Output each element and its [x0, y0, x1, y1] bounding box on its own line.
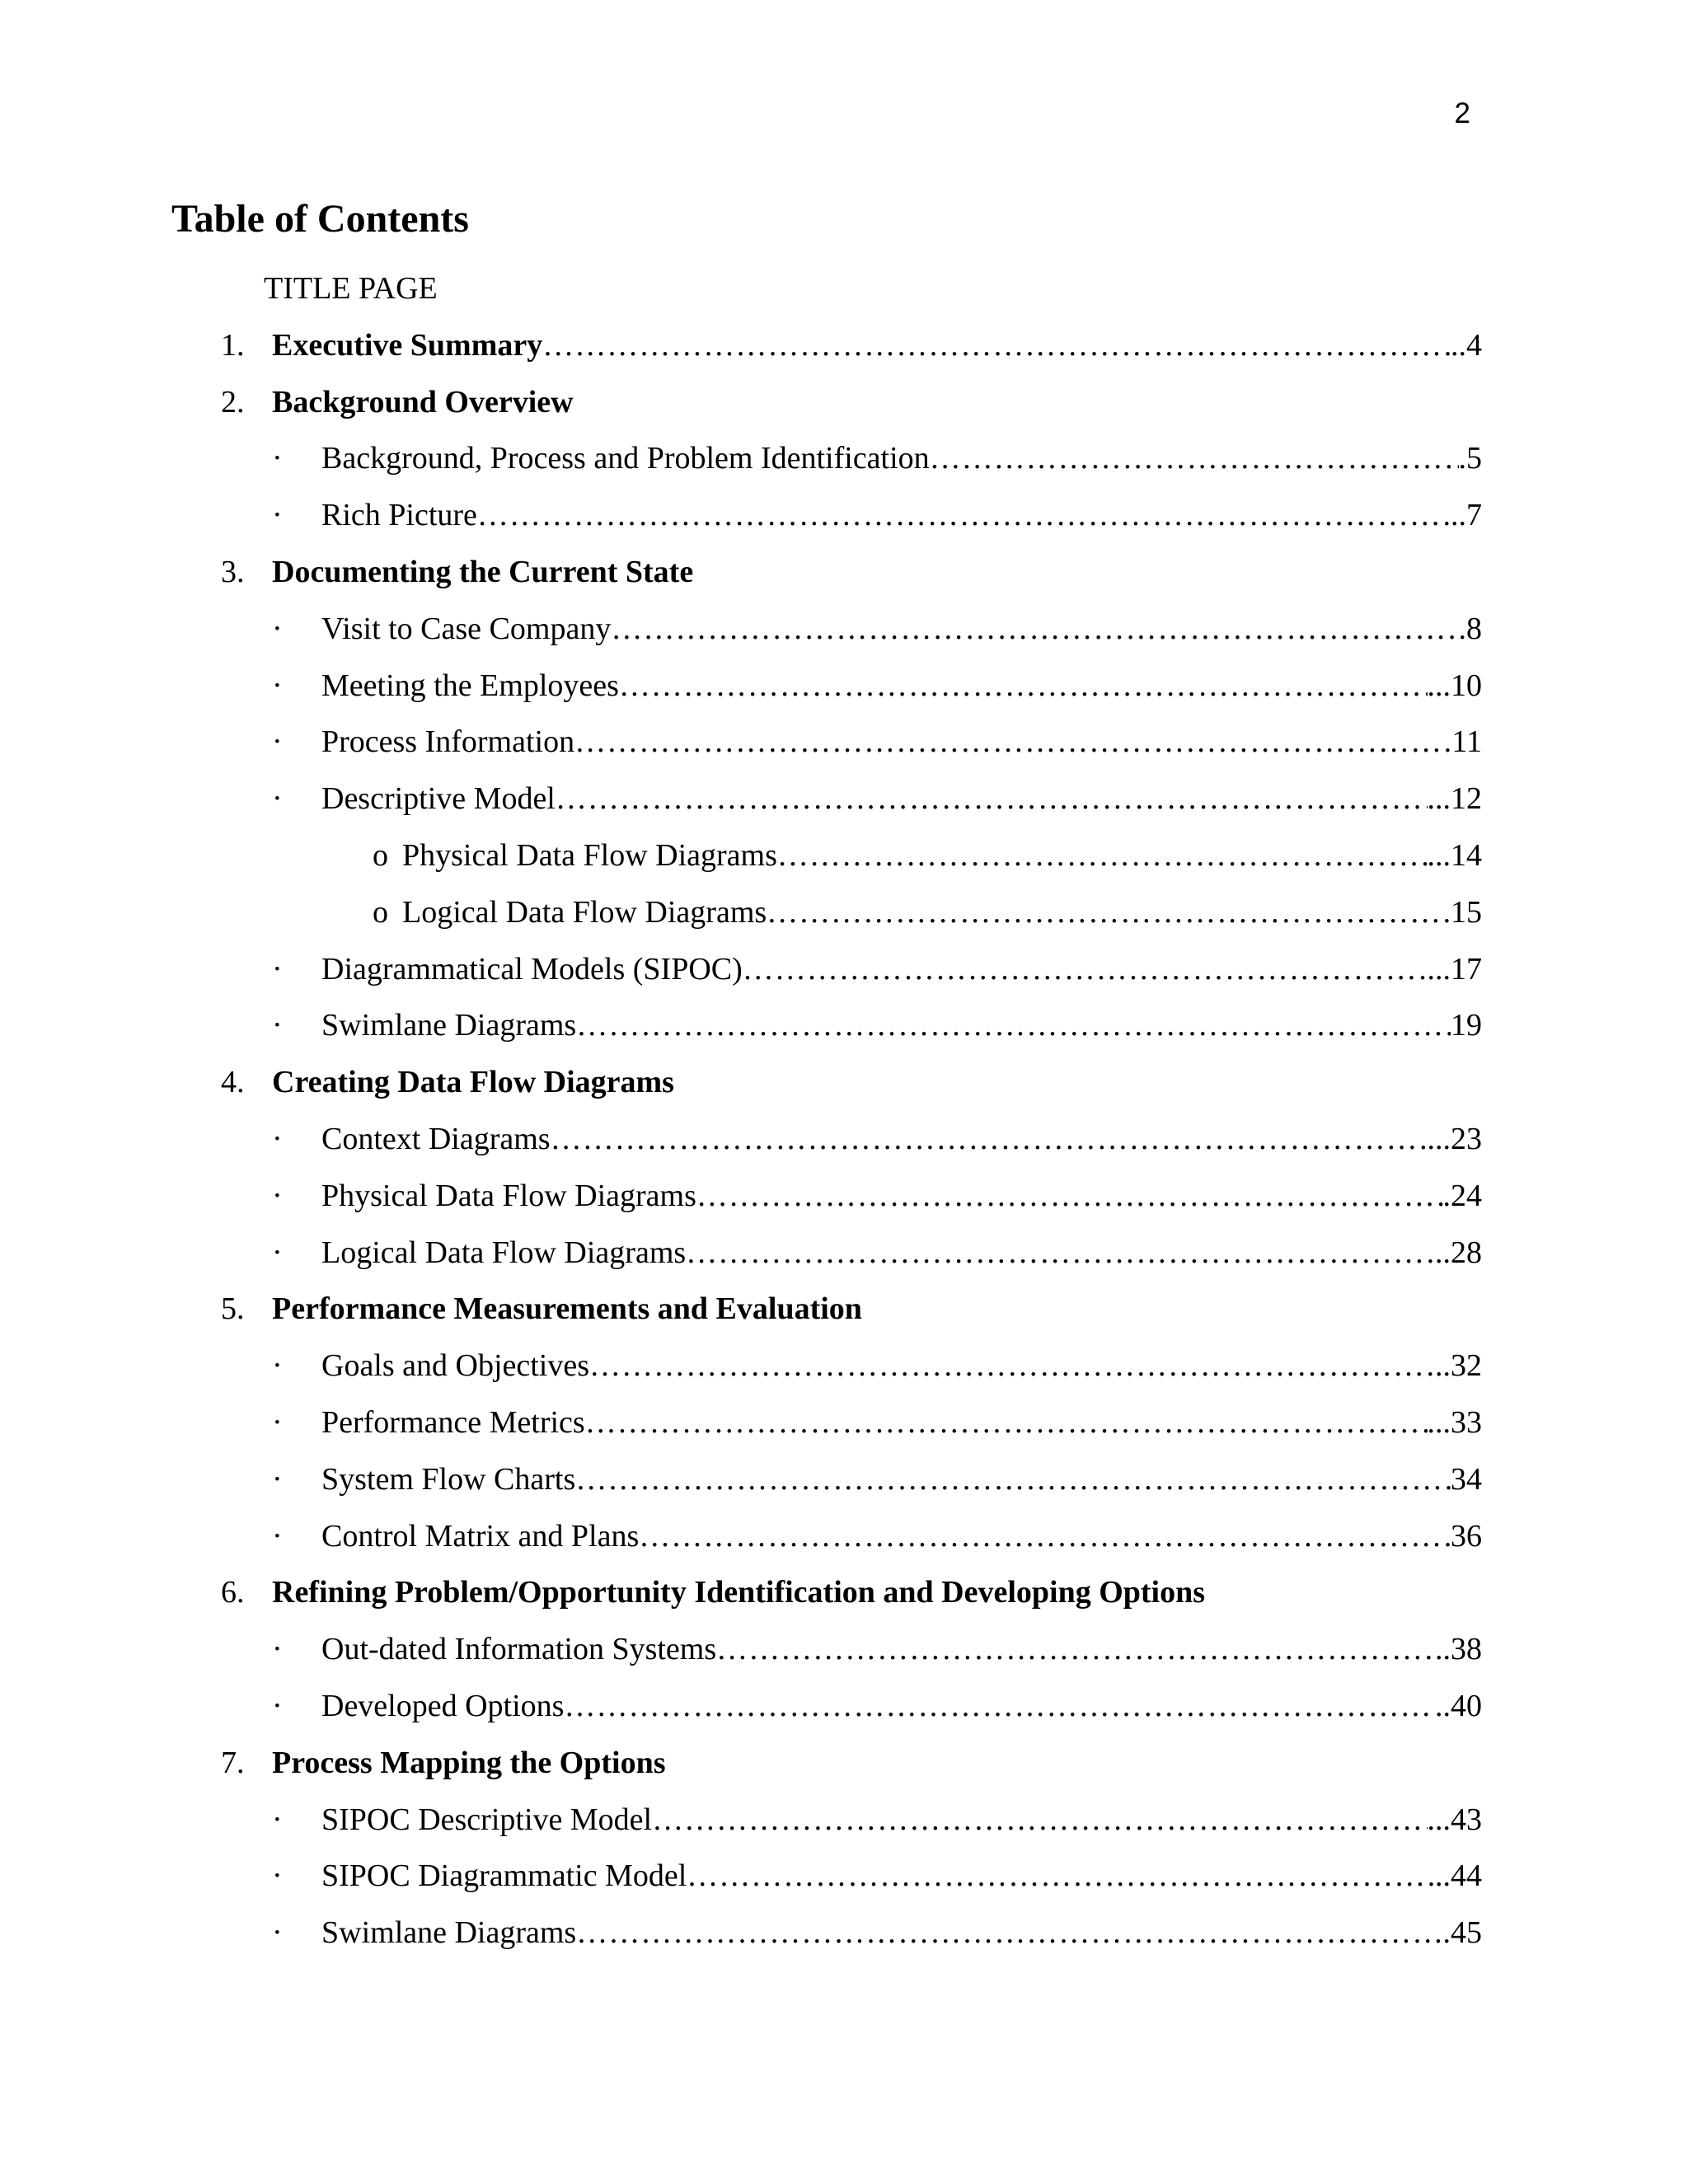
bullet-marker: ·: [272, 1915, 283, 1951]
bullet-marker: ·: [272, 1802, 283, 1837]
dot-leader: [652, 1795, 1427, 1844]
dot-leader: [574, 717, 1451, 766]
dot-leader: [556, 774, 1428, 823]
bullet-marker: ·: [272, 1178, 283, 1213]
item-page-number: ...12: [1427, 781, 1482, 817]
dot-leader: [477, 490, 1443, 540]
item-title: Meeting the Employees: [321, 668, 619, 703]
item-title: Goals and Objectives: [321, 1348, 590, 1384]
dot-leader: [589, 1341, 1435, 1390]
bullet-marker: ·: [272, 1689, 283, 1723]
item-page-number: ...33: [1427, 1405, 1482, 1440]
item-page-number: .5: [1458, 441, 1482, 476]
bullet-marker: ·: [272, 951, 283, 987]
item-title: Physical Data Flow Diagrams: [321, 1178, 696, 1213]
item-page-number: .45: [1442, 1915, 1482, 1951]
section-title: Refining Problem/Opportunity Identification and Developing Options: [272, 1575, 1206, 1610]
item-title: SIPOC Diagrammatic Model: [321, 1858, 687, 1894]
bullet-marker: ·: [272, 668, 283, 703]
bullet-marker: ·: [272, 1235, 283, 1270]
item-page-number: ..44: [1435, 1858, 1482, 1894]
bullet-marker: ·: [272, 611, 283, 646]
item-page-number: ..32: [1435, 1348, 1482, 1384]
item-page-number: ...43: [1427, 1802, 1482, 1837]
item-page-number: .8: [1458, 611, 1482, 646]
dot-leader: [619, 661, 1428, 710]
dot-leader: [585, 1398, 1428, 1447]
item-title: Logical Data Flow Diagrams: [402, 894, 767, 930]
item-page-number: 19: [1451, 1008, 1482, 1043]
dot-leader: [542, 321, 1451, 370]
item-page-number: ...7: [1442, 498, 1482, 533]
section-title: Documenting the Current State: [272, 555, 694, 589]
dot-leader: [576, 1001, 1451, 1050]
item-title: Swimlane Diagrams: [321, 1915, 577, 1951]
bullet-marker: ·: [272, 441, 283, 476]
circle-bullet-marker: o: [373, 894, 388, 930]
bullet-marker: ·: [272, 1858, 283, 1894]
item-page-number: ..28: [1435, 1235, 1482, 1270]
section-title: Background Overview: [272, 384, 574, 419]
circle-bullet-marker: o: [373, 838, 388, 873]
bullet-marker: ·: [272, 1008, 283, 1043]
item-page-number: ...10: [1427, 668, 1482, 703]
item-title: Logical Data Flow Diagrams: [321, 1235, 687, 1270]
dot-leader: [575, 1455, 1451, 1504]
section-number: 2.: [221, 384, 245, 419]
item-page-number: ...17: [1427, 951, 1482, 987]
item-title: Descriptive Model: [321, 781, 556, 817]
dot-leader: [611, 604, 1458, 654]
item-title: Physical Data Flow Diagrams: [402, 838, 777, 873]
item-title: Performance Metrics: [321, 1405, 585, 1440]
section-number: 5.: [221, 1291, 245, 1327]
bullet-marker: ·: [272, 1518, 283, 1554]
item-title: Control Matrix and Plans: [321, 1518, 640, 1554]
section-number: 1.: [221, 327, 245, 363]
item-title: Process Information: [321, 724, 575, 760]
section-title: Process Mapping the Options: [272, 1745, 666, 1780]
toc-heading: Table of Contents: [171, 197, 469, 241]
item-page-number: ...23: [1427, 1122, 1482, 1156]
item-page-number: 36: [1451, 1518, 1482, 1554]
item-page-number: 34: [1451, 1461, 1482, 1497]
dot-leader: [686, 1228, 1435, 1277]
bullet-marker: ·: [272, 781, 283, 817]
section-number: 3.: [221, 555, 245, 589]
dot-leader: [767, 888, 1451, 937]
dot-leader: [576, 1908, 1442, 1957]
item-title: Rich Picture: [321, 498, 477, 533]
item-page-number: ..40: [1435, 1689, 1482, 1723]
bullet-marker: ·: [272, 1405, 283, 1440]
item-title: Context Diagrams: [321, 1122, 551, 1156]
bullet-marker: ·: [272, 498, 283, 533]
dot-leader: [687, 1851, 1435, 1900]
item-title: Out-dated Information Systems: [321, 1632, 717, 1667]
item-page-number: .24: [1442, 1178, 1482, 1213]
bullet-marker: ·: [272, 724, 283, 760]
item-title: System Flow Charts: [321, 1461, 576, 1497]
item-page-number: 11: [1451, 724, 1482, 760]
bullet-marker: ·: [272, 1632, 283, 1667]
dot-leader: [639, 1511, 1451, 1561]
bullet-marker: ·: [272, 1348, 283, 1384]
bullet-marker: ·: [272, 1461, 283, 1497]
section-number: 4.: [221, 1065, 245, 1100]
dot-leader: [564, 1681, 1435, 1731]
item-page-number: ...14: [1427, 838, 1482, 873]
section-number: 7.: [221, 1745, 245, 1780]
page-number: 2: [1454, 97, 1470, 129]
dot-leader: [930, 434, 1459, 483]
item-title: Diagrammatical Models (SIPOC): [321, 951, 743, 987]
bullet-marker: ·: [272, 1122, 283, 1156]
section-title: Executive Summary: [272, 327, 543, 363]
item-page-number: 15: [1451, 894, 1482, 930]
dot-leader: [696, 1171, 1443, 1221]
section-title: Creating Data Flow Diagrams: [272, 1065, 674, 1100]
section-page-number: ..4: [1451, 327, 1482, 363]
dot-leader: [777, 831, 1428, 880]
item-title: Background, Process and Problem Identification: [321, 441, 930, 476]
item-title: Developed Options: [321, 1689, 565, 1723]
title-page-label: TITLE PAGE: [264, 271, 438, 306]
item-page-number: ..38: [1435, 1632, 1482, 1667]
dot-leader: [716, 1624, 1435, 1674]
section-number: 6.: [221, 1575, 245, 1610]
item-title: Swimlane Diagrams: [321, 1008, 577, 1043]
section-title: Performance Measurements and Evaluation: [272, 1291, 862, 1327]
dot-leader: [743, 944, 1428, 994]
item-title: SIPOC Descriptive Model: [321, 1802, 653, 1837]
dot-leader: [551, 1114, 1428, 1164]
item-title: Visit to Case Company: [321, 611, 612, 646]
